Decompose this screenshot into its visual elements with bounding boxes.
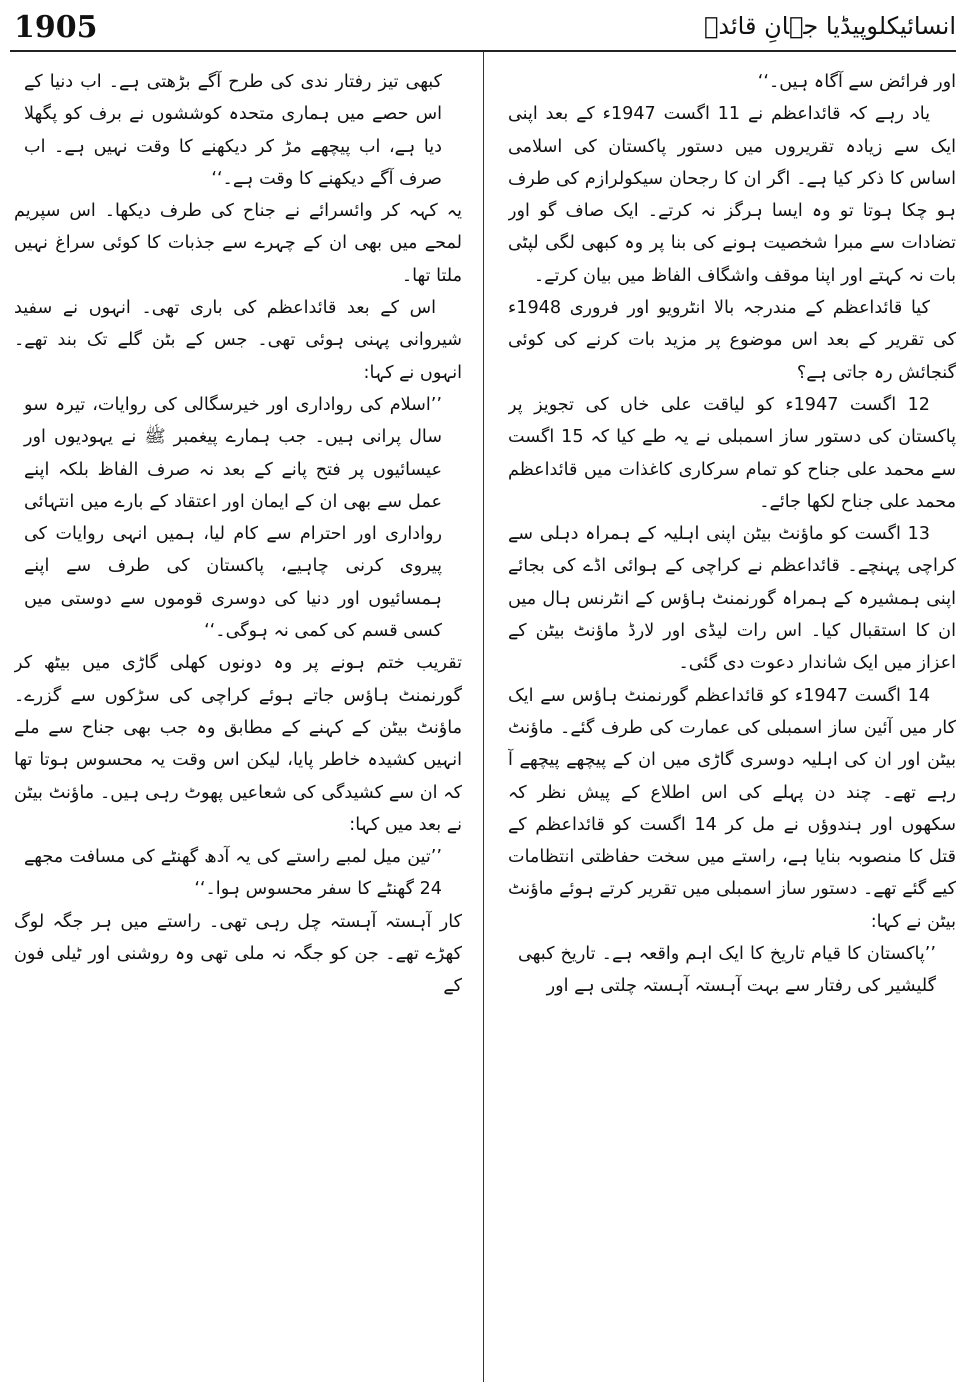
paragraph: 12 اگست 1947ء کو لیاقت علی خاں کی تجویز پر پاکستان کی دستور ساز اسمبلی نے یہ طے کیا کہ 15 اگست سے محمد علی جناح کو تمام سرکاری کاغذات میں قائداعظم محمد علی جناح لکھا جائے۔ bbox=[508, 394, 956, 512]
paragraph: اور فرائض سے آگاہ ہیں۔‘‘ bbox=[757, 72, 956, 92]
paragraph: تقریب ختم ہونے پر وہ دونوں کھلی گاڑی میں بیٹھ کر گورنمنٹ ہاؤس جاتے ہوئے کراچی کی سڑکوں سے گزرے۔ ماؤنٹ بیٹن کے کہنے کے مطابق وہ جب بھی جناح سے ملے انہیں کشیدہ خاطر پایا، لیکن اس وقت یہ محسوس ہوتا تھا کہ ان سے کشیدگی کی شعاعیں پھوٹ رہی ہیں۔ ماؤنٹ بیٹن نے بعد میں کہا: bbox=[14, 653, 462, 835]
left-column bbox=[14, 66, 462, 1382]
paragraph: یہ کہہ کر وائسرائے نے جناح کی طرف دیکھا۔ اس سپریم لمحے میں بھی ان کے چہرے سے جذبات کا کوئی سراغ نہیں ملتا تھا۔ bbox=[14, 201, 462, 286]
page-number: 1905 bbox=[14, 10, 98, 45]
paragraph: 14 اگست 1947ء کو قائداعظم گورنمنٹ ہاؤس سے ایک کار میں آئین ساز اسمبلی کی عمارت کی طرف گئے۔ ماؤنٹ بیٹن اور ان کی اہلیہ دوسری گاڑی میں ان کے پیچھے پیچھے آ رہے تھے۔ چند دن پہلے کی اس اطلاع کے پیش نظر کہ سکھوں اور ہندوؤں نے مل کر 14 اگست کو قائداعظم کے قتل کا منصوبہ بنایا ہے، راستے میں سخت حفاظتی انتظامات کیے گئے تھے۔ دستور ساز اسمبلی میں تقریر کرتے ہوئے ماؤنٹ بیٹن نے کہا: bbox=[508, 685, 956, 932]
paragraph: اس کے بعد قائداعظم کی باری تھی۔ انہوں نے سفید شیروانی پہنی ہوئی تھی۔ جس کے بٹن گلے تک بند تھے۔ انہوں نے کہا: bbox=[14, 298, 462, 383]
paragraph: یاد رہے کہ قائداعظم نے 11 اگست 1947ء کے بعد اپنی ایک سے زیادہ تقریروں میں دستور پاکستان کی اسلامی اساس کا ذکر کیا ہے۔ اگر ان کا رجحان سیکولرازم کی طرف ہو چکا ہوتا تو وہ ایسا ہرگز نہ کرتے۔ ایک صاف گو اور تضادات سے مبرا شخصیت ہونے کی بنا پر وہ کبھی لگی لپٹی بات نہ کہتے اور اپنا موقف واشگاف الفاظ میں بیان کرتے۔ bbox=[508, 104, 956, 286]
paragraph: 13 اگست کو ماؤنٹ بیٹن اپنی اہلیہ کے ہمراہ دہلی سے کراچی پہنچے۔ قائداعظم نے کراچی کے ہوائی اڈے کی بجائے اپنی ہمشیرہ کے ہمراہ گورنمنٹ ہاؤس کے انٹرنس ہال میں ان کا استقبال کیا۔ اس رات لیڈی اور لارڈ ماؤنٹ بیٹن کے اعزاز میں ایک شاندار دعوت دی گئی۔ bbox=[508, 524, 956, 674]
quoted-paragraph: ’’پاکستان کا قیام تاریخ کا ایک اہم واقعہ ہے۔ تاریخ کبھی گلیشیر کی رفتار سے بہت آہستہ آہستہ چلتی ہے اور bbox=[518, 944, 936, 997]
quoted-paragraph: کبھی تیز رفتار ندی کی طرح آگے بڑھتی ہے۔ اب دنیا کے اس حصے میں ہماری متحدہ کوششوں نے برف کو پگھلا دیا ہے، اب پیچھے مڑ کر دیکھنے کا وقت نہیں ہے۔ اب صرف آگے دیکھنے کا وقت ہے۔‘‘ bbox=[24, 72, 442, 189]
paragraph: کار آہستہ آہستہ چل رہی تھی۔ راستے میں ہر جگہ لوگ کھڑے تھے۔ جن کو جگہ نہ ملی تھی وہ روشنی اور ٹیلی فون کے bbox=[14, 911, 462, 997]
right-column bbox=[508, 66, 956, 1382]
running-title: انسائیکلوپیڈیا جہانِ قائدؒ bbox=[704, 12, 956, 40]
page-header bbox=[10, 4, 956, 52]
column-divider bbox=[483, 52, 484, 1382]
quoted-paragraph: ’’تین میل لمبے راستے کی یہ آدھ گھنٹے کی مسافت مجھے 24 گھنٹے کا سفر محسوس ہوا۔‘‘ bbox=[24, 847, 442, 900]
paragraph: کیا قائداعظم کے مندرجہ بالا انٹرویو اور فروری 1948ء کی تقریر کے بعد اس موضوع پر مزید بات کرنے کی کوئی گنجائش رہ جاتی ہے؟ bbox=[508, 298, 956, 383]
quoted-paragraph: ’’اسلام کی رواداری اور خیرسگالی کی روایات، تیرہ سو سال پرانی ہیں۔ جب ہمارے پیغمبر ﷺ نے یہودیوں اور عیسائیوں پر فتح پانے کے بعد نہ صرف الفاظ بلکہ اپنے عمل سے بھی ان کے ایمان اور اعتقاد کے بارے میں انتہائی رواداری اور احترام سے کام لیا، ہمیں انہی روایات کی پیروی کرنی چاہیے، پاکستان کی طرف سے اپنے ہمسائیوں اور دنیا کی دوسری قوموں سے دوستی میں کسی قسم کی کمی نہ ہوگی۔‘‘ bbox=[24, 394, 442, 642]
